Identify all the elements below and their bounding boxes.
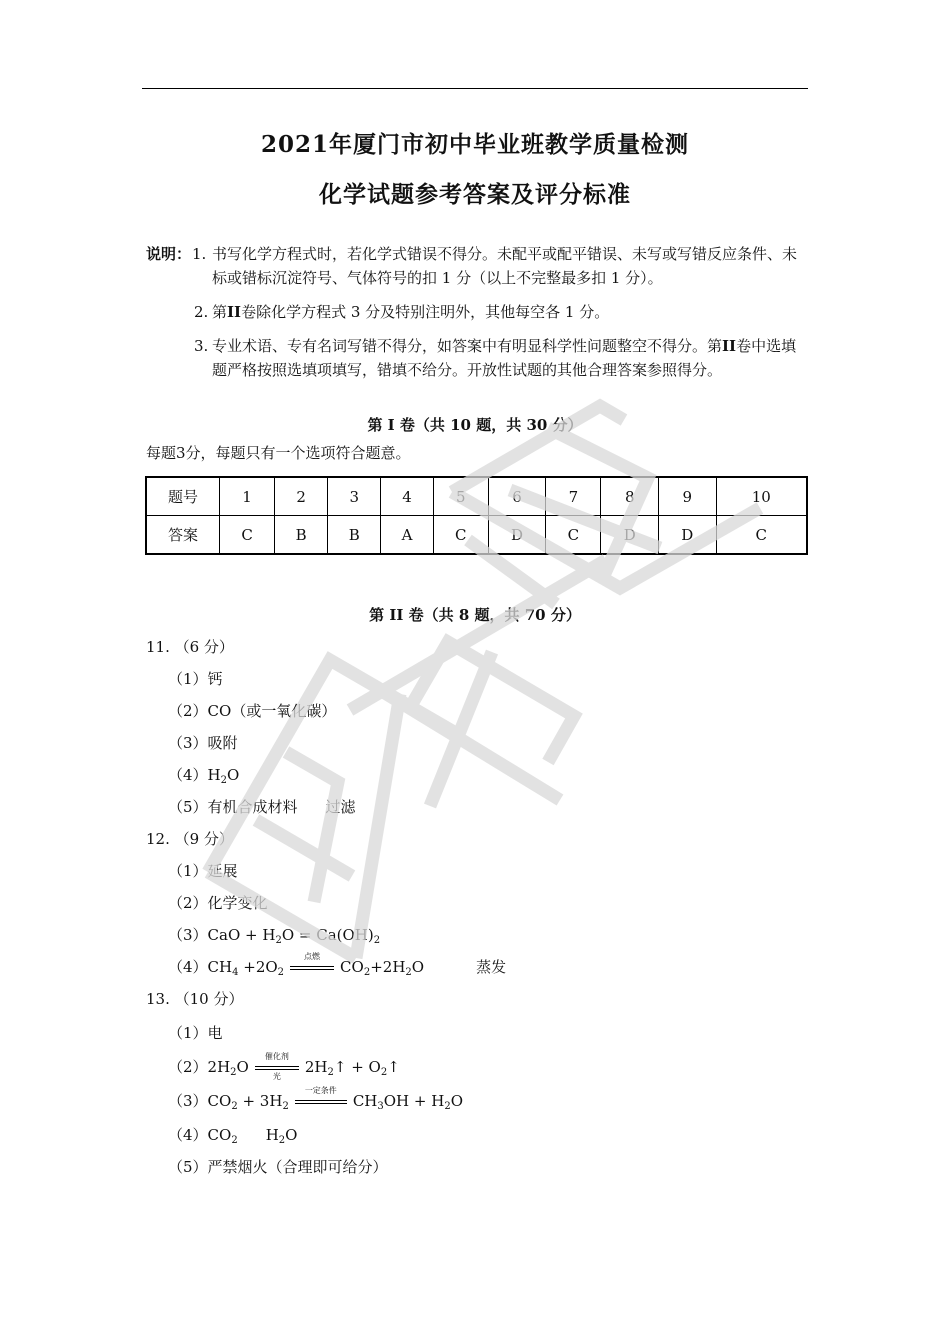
answer-cell: B — [328, 516, 381, 555]
question-12-header: 12. （9 分） — [146, 830, 234, 848]
text: +2H — [370, 958, 406, 976]
text: O — [411, 958, 425, 976]
question-13-answer-3 — [168, 1086, 464, 1112]
instruction-text: 卷除化学方程式 3 分及特别注明外，其他每空各 1 分。 — [241, 303, 610, 321]
header-rule — [142, 88, 808, 89]
section-1-intro: 每题3分，每题只有一个选项符合题意。 — [146, 444, 411, 462]
question-13-header: 13. （10 分） — [146, 990, 244, 1008]
document-subtitle: 化学试题参考答案及评分标准 — [319, 181, 631, 208]
instructions-lead: 说明： — [146, 245, 192, 263]
condition-label: 一定条件 — [304, 1086, 337, 1095]
question-11-answer-4 — [168, 764, 239, 786]
subscript: 2 — [327, 1067, 334, 1078]
subscript: 2 — [282, 1101, 289, 1112]
text: 过滤 — [325, 798, 356, 816]
question-number: 5 — [433, 477, 488, 516]
text: 蒸发 — [476, 958, 507, 976]
text: O — [227, 766, 240, 784]
answer-cell: C — [716, 516, 807, 555]
text: O — [450, 1092, 464, 1110]
text: （4）CH — [168, 958, 233, 976]
subscript: 4 — [232, 967, 239, 978]
question-11-answer-1: （1）钙 — [168, 670, 223, 688]
condition-label: 催化剂 — [264, 1052, 289, 1061]
subscript: 2 — [275, 935, 282, 946]
row-header-question: 题号 — [146, 477, 220, 516]
condition-label: 点燃 — [304, 952, 321, 961]
instruction-text: 书写化学方程式时，若化学式错误不得分。未配平或配平错误、未写或写错反应条件、未标或错标沉淀符号、气体符号的扣 1 分（以上不完整最多扣 1 分）。 — [212, 245, 798, 287]
answer-row — [146, 516, 807, 555]
answer-cell: C — [546, 516, 601, 555]
text: （4）H — [168, 766, 221, 784]
subscript: 2 — [373, 935, 381, 946]
text: （4）CO — [168, 1126, 232, 1144]
subscript: 3 — [377, 1101, 384, 1112]
text: O — [236, 1058, 249, 1076]
reaction-condition — [255, 1052, 299, 1081]
subscript: 2 — [220, 775, 227, 786]
answer-cell: A — [381, 516, 433, 555]
subscript: 2 — [405, 967, 412, 978]
instruction-number: 3. — [194, 337, 209, 355]
subscript: 2 — [444, 1101, 451, 1112]
subscript: 2 — [363, 967, 371, 978]
text: （3）CaO + H — [168, 926, 276, 944]
instruction-text: 卷中选填题严格按照选填项填写，错填不给分。开放性试题的其他合理答案参照得分。 — [212, 337, 797, 379]
text: （5）有机合成材料 — [168, 798, 298, 816]
instructions — [146, 242, 810, 382]
section-1-title: 第 I 卷（共 10 题，共 30 分） — [367, 416, 583, 434]
section-2-title: 第 II 卷（共 8 题，共 70 分） — [369, 606, 581, 624]
text: + 3H — [237, 1092, 283, 1110]
text: O = Ca(OH) — [281, 926, 374, 944]
subscript: 2 — [277, 967, 285, 978]
text: （3）CO — [168, 1092, 232, 1110]
text: ↑ + O — [333, 1058, 381, 1076]
question-number: 3 — [328, 477, 381, 516]
text: ↑ — [387, 1058, 400, 1076]
question-12-answer-2: （2）化学变化 — [168, 894, 268, 912]
text: H — [265, 1126, 279, 1144]
subscript: 2 — [231, 1101, 238, 1112]
question-11-answer-2: （2）CO（或一氧化碳） — [168, 702, 337, 720]
question-11-answer-3: （3）吸附 — [168, 734, 238, 752]
question-number: 10 — [716, 477, 807, 516]
text: OH + H — [383, 1092, 445, 1110]
instruction-number: 2. — [194, 303, 209, 321]
subscript: 2 — [380, 1067, 388, 1078]
subscript: 2 — [230, 1067, 237, 1078]
question-11-answer-5 — [168, 796, 356, 817]
answer-cell: C — [433, 516, 488, 555]
text: +2O — [238, 958, 278, 976]
question-13-answer-1: （1）电 — [168, 1024, 223, 1042]
question-number: 8 — [601, 477, 659, 516]
answer-table — [145, 476, 808, 555]
question-number: 7 — [546, 477, 601, 516]
reaction-condition — [290, 952, 334, 975]
question-number: 9 — [658, 477, 716, 516]
question-13-answer-2 — [168, 1052, 400, 1081]
question-number: 1 — [220, 477, 275, 516]
question-11-header: 11. （6 分） — [146, 638, 234, 656]
instruction-number: 1. — [192, 245, 207, 263]
condition-label: 光 — [272, 1072, 281, 1081]
subscript: 2 — [231, 1135, 238, 1146]
instruction-roman: II — [227, 303, 242, 321]
text: CH — [352, 1092, 378, 1110]
question-13-answer-4 — [168, 1124, 297, 1146]
row-header-answer: 答案 — [146, 516, 220, 555]
question-12-answer-3 — [168, 924, 380, 946]
question-number: 4 — [381, 477, 433, 516]
instruction-text: 第 — [212, 303, 228, 321]
question-12-answer-1: （1）延展 — [168, 862, 238, 880]
instruction-roman: II — [722, 337, 737, 355]
question-13-answer-5: （5）严禁烟火（合理即可给分） — [168, 1158, 388, 1176]
question-number: 2 — [275, 477, 328, 516]
answer-cell: B — [275, 516, 328, 555]
instruction-item-1 — [146, 242, 810, 290]
instruction-item-2 — [146, 300, 810, 324]
answer-cell: C — [220, 516, 275, 555]
text: O — [285, 1126, 298, 1144]
subscript: 2 — [278, 1135, 286, 1146]
answer-cell: D — [658, 516, 716, 555]
answer-cell: D — [601, 516, 659, 555]
instruction-text: 专业术语、专有名词写错不得分，如答案中有明显科学性问题整空不得分。第 — [212, 337, 723, 355]
question-number: 6 — [488, 477, 546, 516]
instruction-item-3 — [146, 334, 810, 382]
text: 2H — [304, 1058, 328, 1076]
document-title: 2021年厦门市初中毕业班教学质量检测 — [260, 131, 689, 158]
question-12-answer-4 — [168, 952, 507, 978]
text: CO — [340, 958, 364, 976]
question-number-row — [146, 477, 807, 516]
reaction-condition — [295, 1086, 347, 1109]
text: （2）2H — [168, 1058, 231, 1076]
answer-cell: D — [488, 516, 546, 555]
